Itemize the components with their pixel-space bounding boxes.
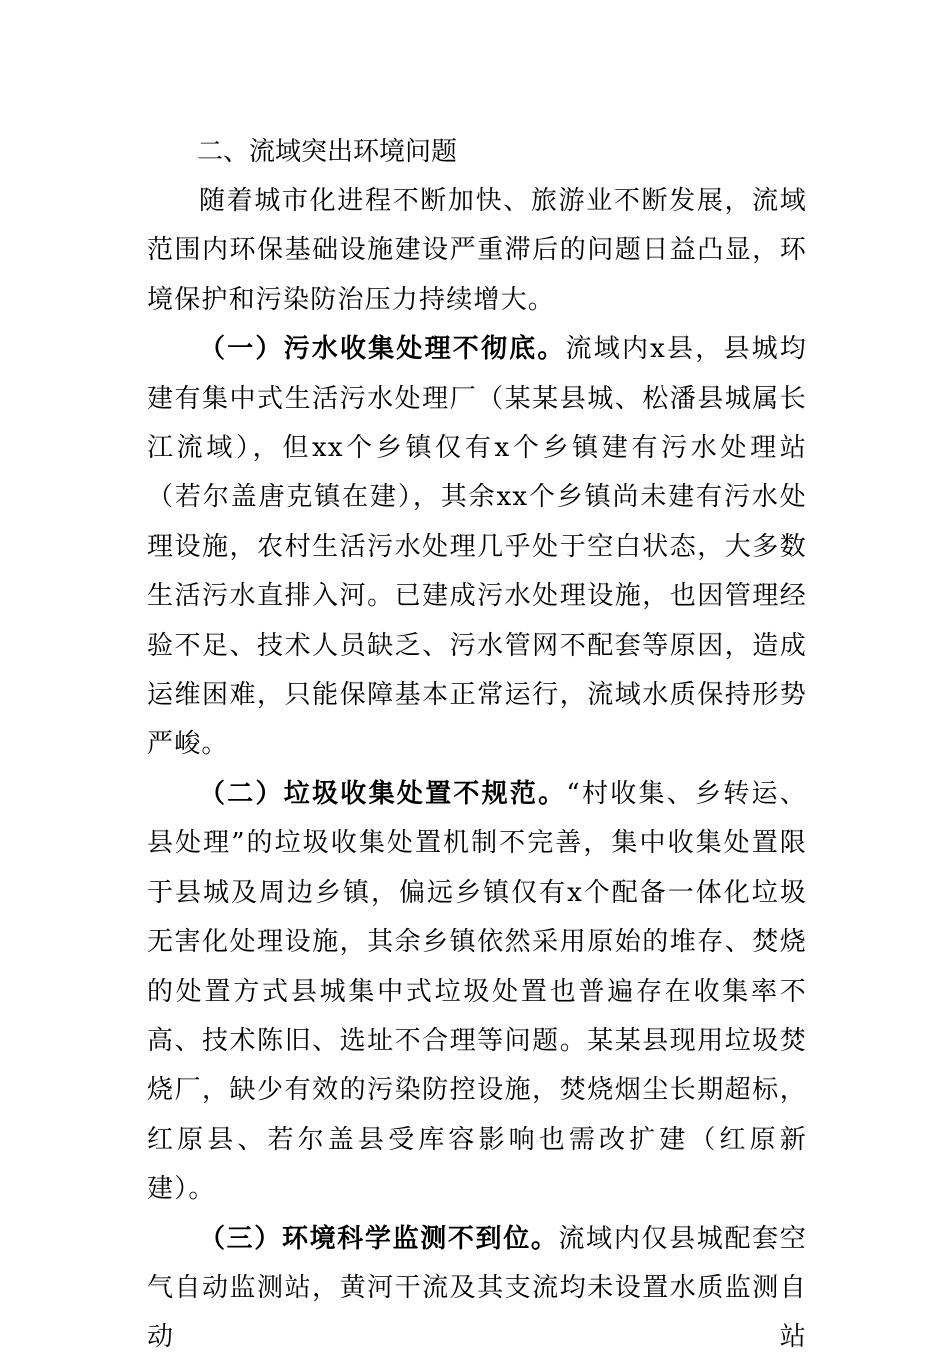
paragraph-lead-monitoring: （三）环境科学监测不到位。 bbox=[199, 1223, 559, 1254]
section-heading: 二、流域突出环境问题 bbox=[197, 137, 458, 167]
document-body bbox=[147, 128, 807, 1363]
paragraph-lead-sewage: （一）污水收集处理不彻底。 bbox=[199, 334, 566, 365]
paragraph-text-sewage: 流域内x县，县城均建有集中式生活污水处理厂（某某县城、松潘县城属长江流域），但xx个乡镇仅有x个乡镇建有污水处理站（若尔盖唐克镇在建），其余xx个乡镇尚未建有污水处理设施，农村生活污水处理几乎处于空白状态，大多数生活污水直排入河。已建成污水处理设施，也因管理经验不足、技术人员缺乏、污水管网不配套等原因，造成运维困难，只能保障基本正常运行，流域水质保持形势严峻。 bbox=[147, 334, 807, 760]
paragraph-sewage bbox=[147, 325, 807, 770]
intro-paragraph: 随着城市化进程不断加快、旅游业不断发展，流域范围内环保基础设施建设严重滞后的问题日益凸显，环境保护和污染防治压力持续增大。 bbox=[147, 186, 807, 315]
paragraph-garbage bbox=[147, 770, 807, 1215]
paragraph-lead-garbage: （二）垃圾收集处置不规范。 bbox=[199, 778, 567, 809]
paragraph-text-garbage: “村收集、乡转运、县处理”的垃圾收集处置机制不完善，集中收集处置限于县城及周边乡镇，偏远乡镇仅有x个配备一体化垃圾无害化处理设施，其余乡镇依然采用原始的堆存、焚烧的处置方式县城集中式垃圾处置也普遍存在收集率不高、技术陈旧、选址不合理等问题。某某县现用垃圾焚烧厂，缺少有效的污染防控设施，焚烧烟尘长期超标，红原县、若尔盖县受库容影响也需改扩建（红原新建）。 bbox=[147, 778, 807, 1205]
paragraph-monitoring bbox=[147, 1215, 807, 1363]
paragraph-text-monitoring: 流域内仅县城配套空气自动监测站，黄河干流及其支流均未设置水质监测自动站 bbox=[147, 1223, 807, 1353]
